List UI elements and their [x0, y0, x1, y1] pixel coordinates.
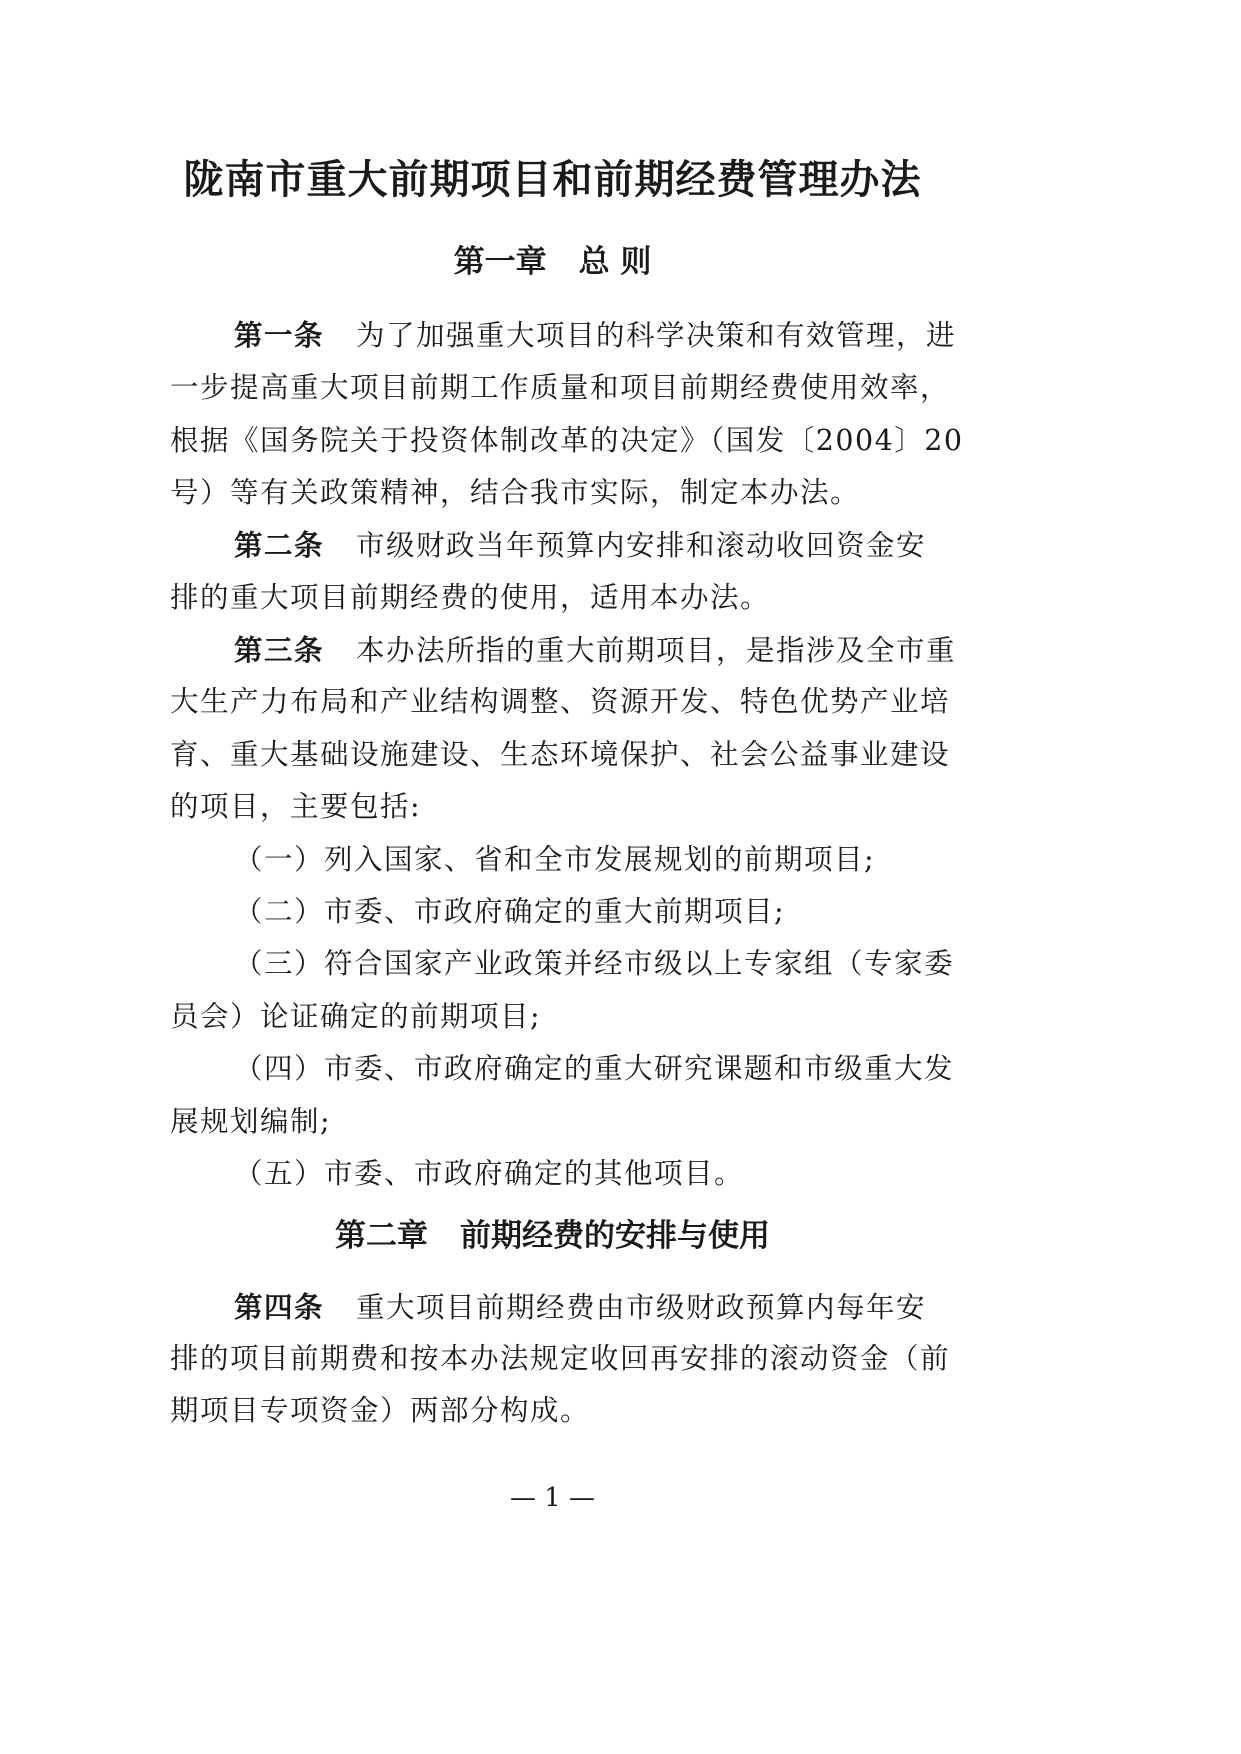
article-text: 市级财政当年预算内安排和滚动收回资金安 — [356, 529, 927, 562]
article-3-line-3: 育、重大基础设施建设、生态环境保护、社会公益事业建设 — [170, 738, 951, 771]
list-item-1: （一）列入国家、省和全市发展规划的前期项目; — [234, 843, 876, 876]
chapter-heading-2 — [0, 1211, 1105, 1261]
document-title: 陇南市重大前期项目和前期经费管理办法 — [183, 156, 922, 203]
list-item-5: （五）市委、市政府确定的其他项目。 — [234, 1157, 745, 1190]
page-number: — 1 — — [509, 1483, 596, 1513]
chapter-number: 第二章 — [335, 1218, 428, 1254]
list-item-2: （二）市委、市政府确定的重大前期项目; — [234, 895, 786, 928]
article-4-line-1 — [234, 1284, 1004, 1331]
article-2-line-2: 排的重大项目前期经费的使用，适用本办法。 — [170, 581, 771, 614]
article-3-line-1 — [234, 627, 1004, 674]
list-item-3-cont: 员会）论证确定的前期项目; — [170, 1000, 542, 1033]
chapter-name: 前期经费的安排与使用 — [460, 1218, 770, 1254]
article-label: 第四条 — [234, 1290, 325, 1324]
article-label: 第二条 — [234, 528, 325, 562]
chapter-number: 第一章 — [453, 244, 547, 280]
article-1-line-2: 一步提高重大项目前期工作质量和项目前期经费使用效率， — [170, 371, 951, 404]
article-label: 第三条 — [234, 633, 325, 667]
article-1-line-4: 号）等有关政策精神，结合我市实际，制定本办法。 — [170, 476, 861, 509]
article-label: 第一条 — [234, 318, 325, 352]
article-text: 重大项目前期经费由市级财政预算内每年安 — [356, 1291, 927, 1324]
article-4-line-2: 排的项目前期费和按本办法规定收回再安排的滚动资金（前 — [170, 1342, 951, 1375]
article-1-line-1 — [234, 312, 1004, 359]
article-4-line-3: 期项目专项资金）两部分构成。 — [170, 1394, 591, 1427]
list-item-3: （三）符合国家产业政策并经市级以上专家组（专家委 — [234, 947, 955, 980]
article-1-line-3: 根据《国务院关于投资体制改革的决定》（国发〔2004〕20 — [170, 424, 964, 457]
article-2-line-1 — [234, 522, 1004, 569]
chapter-heading-1 — [0, 237, 1105, 287]
chapter-name: 总 则 — [578, 244, 652, 280]
article-3-line-2: 大生产力布局和产业结构调整、资源开发、特色优势产业培 — [170, 685, 951, 718]
article-text: 为了加强重大项目的科学决策和有效管理，进 — [356, 319, 957, 352]
list-item-4: （四）市委、市政府确定的重大研究课题和市级重大发 — [234, 1052, 955, 1085]
article-3-line-4: 的项目，主要包括: — [170, 790, 422, 823]
list-item-4-cont: 展规划编制; — [170, 1105, 332, 1138]
article-text: 本办法所指的重大前期项目，是指涉及全市重 — [356, 634, 957, 667]
